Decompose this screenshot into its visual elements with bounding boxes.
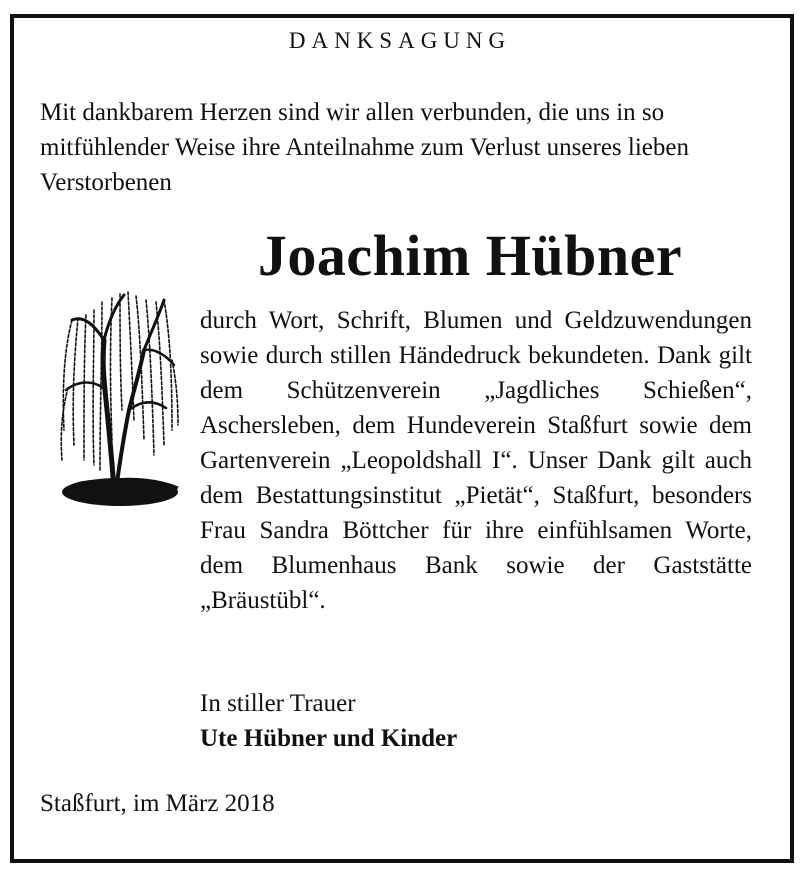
signer: Ute Hübner und Kinder	[200, 725, 458, 752]
mourning-block	[200, 686, 457, 756]
mourning-line: In stiller Trauer	[200, 690, 356, 717]
notice-heading: DANKSAGUNG	[288, 28, 512, 53]
place-date: Staßfurt, im März 2018	[40, 790, 275, 817]
weeping-willow-icon	[54, 270, 184, 520]
intro-text: Mit dankbarem Herzen sind wir allen verbunden, die uns in so mitfühlender Weise ihre Anteilnahme zum Verlust unseres lieben Verstorbenen	[40, 99, 689, 196]
body-text: durch Wort, Schrift, Blumen und Geldzuwendungen sowie durch stillen Händedruck bekundeten. Dank gilt dem Schützenverein „Jagdliches Schießen“, Aschersleben, dem Hundeverein Staßfurt sowie dem Gartenverein „Leopoldshall I“. Unser Dank gilt auch dem Bestattungsinstitut „Pietät“, Staßfurt, besonders Frau Sandra Böttcher für ihre einfühlsamen Worte, dem Blumenhaus Bank sowie der Gaststätte „Bräustübl“.	[200, 307, 752, 614]
deceased-name: Joachim Hübner	[257, 223, 683, 288]
